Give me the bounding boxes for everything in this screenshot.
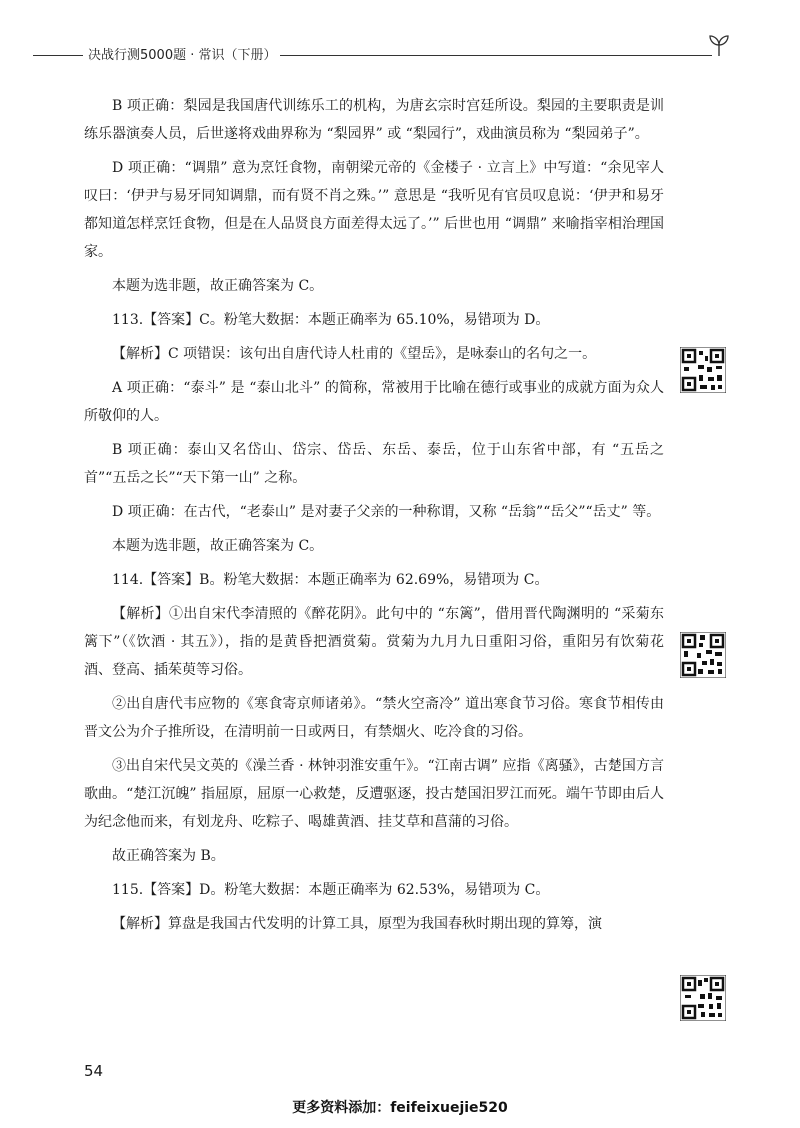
q113-option-d: D 项正确：在古代，“老泰山” 是对妻子父亲的一种称谓，又称 “岳翁”“岳父”“岳丈” 等。 [112, 504, 661, 520]
q112-option-b: B 项正确：梨园是我国唐代训练乐工的机构，为唐玄宗时宫廷所设。梨园的主要职责是训练乐器演奏人员，后世遂将戏曲界称为 “梨园界” 或 “梨园行”，戏曲演员称为 “梨园弟子”。 [84, 98, 664, 142]
page-content [84, 92, 664, 944]
q112-conclusion: 本题为选非题，故正确答案为 C。 [112, 278, 324, 294]
q114-analysis-3: ③出自宋代吴文英的《澡兰香 · 林钟羽淮安重午》。“江南古调” 应指《离骚》，古楚国方言歌曲。“楚江沉魄” 指屈原，屈原一心救楚，反遭驱逐，投古楚国汨罗江而死。端午节即由后人为纪念他而来，有划龙舟、吃粽子、喝雄黄酒、挂艾草和菖蒲的习俗。 [84, 758, 664, 830]
header-rule-right [280, 55, 712, 56]
q114-answer-line: 114.【答案】B。粉笔大数据：本题正确率为 62.69%，易错项为 C。 [112, 572, 549, 588]
leaf-sprout-icon [706, 32, 732, 58]
q113-option-a: A 项正确：“泰斗” 是 “泰山北斗” 的简称，常被用于比喻在德行或事业的成就方面为众人所敬仰的人。 [84, 380, 664, 424]
q113-option-b: B 项正确：泰山又名岱山、岱宗、岱岳、东岳、泰岳，位于山东省中部，有 “五岳之首”“五岳之长”“天下第一山” 之称。 [84, 442, 664, 486]
q114-conclusion: 故正确答案为 B。 [112, 848, 225, 864]
q112-option-d: D 项正确：“调鼎” 意为烹饪食物，南朝梁元帝的《金楼子 · 立言上》中写道：“余见宰人叹曰：‘伊尹与易牙同知调鼎，而有贤不肖之殊。’” 意思是 “我听见有官员叹息说：‘伊尹和易牙都知道怎样烹饪食物，但是在人品贤良方面差得太远了。’” 后世也用 “调鼎” 来喻指宰相治理国家。 [84, 160, 664, 260]
q114-analysis-2: ②出自唐代韦应物的《寒食寄京师诸弟》。“禁火空斋冷” 道出寒食节习俗。寒食节相传由晋文公为介子推所设，在清明前一日或两日，有禁烟火、吃冷食的习俗。 [84, 696, 664, 740]
page-number: 54 [84, 1062, 104, 1080]
qr-code-icon[interactable] [680, 975, 726, 1021]
page-header [0, 38, 800, 78]
footer-note: 更多资料添加：feifeixuejie520 [292, 1100, 508, 1116]
q113-answer-line: 113.【答案】C。粉笔大数据：本题正确率为 65.10%，易错项为 D。 [112, 312, 550, 328]
qr-code-icon[interactable] [680, 632, 726, 678]
q113-analysis: 【解析】C 项错误：该句出自唐代诗人杜甫的《望岳》，是咏泰山的名句之一。 [112, 346, 597, 362]
q115-analysis: 【解析】算盘是我国古代发明的计算工具，原型为我国春秋时期出现的算筹，演 [112, 916, 602, 932]
q114-analysis-1: 【解析】①出自宋代李清照的《醉花阴》。此句中的 “东篱”，借用晋代陶渊明的 “采菊东篱下”（《饮酒 · 其五》），指的是黄昏把酒赏菊。赏菊为九月九日重阳习俗，重阳另有饮菊花酒、登高、插茱萸等习俗。 [84, 606, 664, 678]
qr-code-icon[interactable] [680, 347, 726, 393]
q113-conclusion: 本题为选非题，故正确答案为 C。 [112, 538, 324, 554]
header-title: 决战行测5000题 · 常识（下册） [88, 48, 277, 63]
q115-answer-line: 115.【答案】D。粉笔大数据：本题正确率为 62.53%，易错项为 C。 [112, 882, 550, 898]
header-rule-left [33, 55, 83, 56]
